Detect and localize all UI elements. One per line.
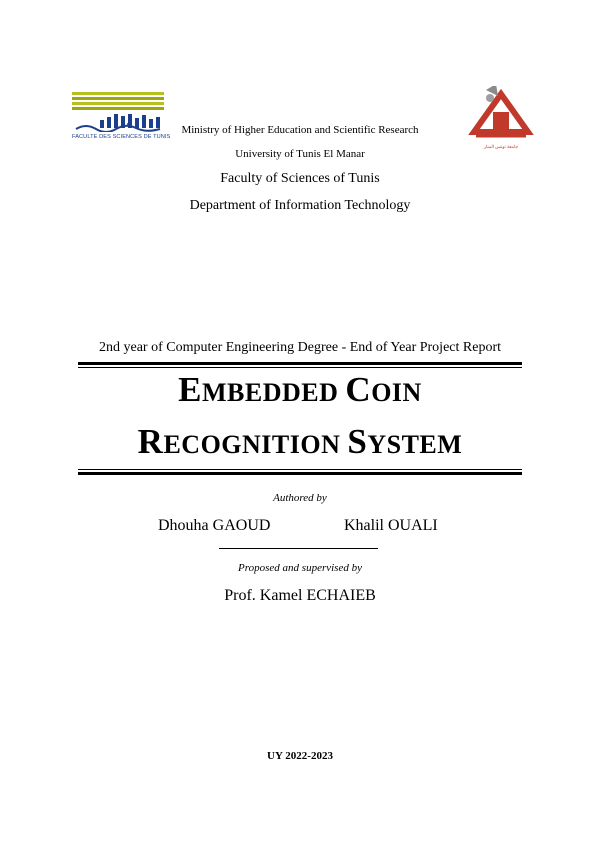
department-name: Department of Information Technology	[189, 198, 411, 213]
title-word-part: OIN	[371, 378, 422, 407]
title-rule-bottom-thick	[78, 472, 522, 475]
supervisor-name: Prof. Kamel ECHAIEB	[224, 587, 376, 604]
utm-logo-icon	[466, 86, 536, 156]
university-name: University of Tunis El Manar	[235, 148, 365, 160]
title-rule-bottom-thin	[78, 469, 522, 470]
authors-divider	[219, 548, 378, 549]
title-word-part: ECOGNITION	[163, 430, 341, 459]
report-title-line-1	[0, 370, 600, 410]
utm-logo-caption: جامعة تونس المنار	[483, 144, 519, 149]
title-initial: R	[137, 422, 164, 461]
author-name: Khalil OUALI	[344, 517, 438, 534]
ministry-name: Ministry of Higher Education and Scientific Research	[181, 124, 419, 136]
academic-year: UY 2022-2023	[267, 750, 333, 762]
report-title-line-2	[0, 422, 600, 462]
fst-logo-icon	[72, 92, 171, 148]
degree-line: 2nd year of Computer Engineering Degree - End of Year Project Report	[99, 340, 501, 355]
authored-by-label: Authored by	[273, 492, 327, 504]
title-initial: E	[178, 370, 203, 409]
title-initial: C	[345, 370, 372, 409]
faculty-name: Faculty of Sciences of Tunis	[220, 171, 380, 186]
author-name: Dhouha GAOUD	[158, 517, 271, 534]
title-word-part: MBEDDED	[202, 378, 339, 407]
supervised-by-label: Proposed and supervised by	[238, 562, 362, 574]
title-rule-top-thick	[78, 362, 522, 365]
title-initial: S	[347, 422, 368, 461]
title-rule-top-thin	[78, 367, 522, 368]
title-word-part: YSTEM	[367, 430, 463, 459]
fst-logo-caption: FACULTE DES SCIENCES DE TUNIS	[72, 134, 171, 140]
